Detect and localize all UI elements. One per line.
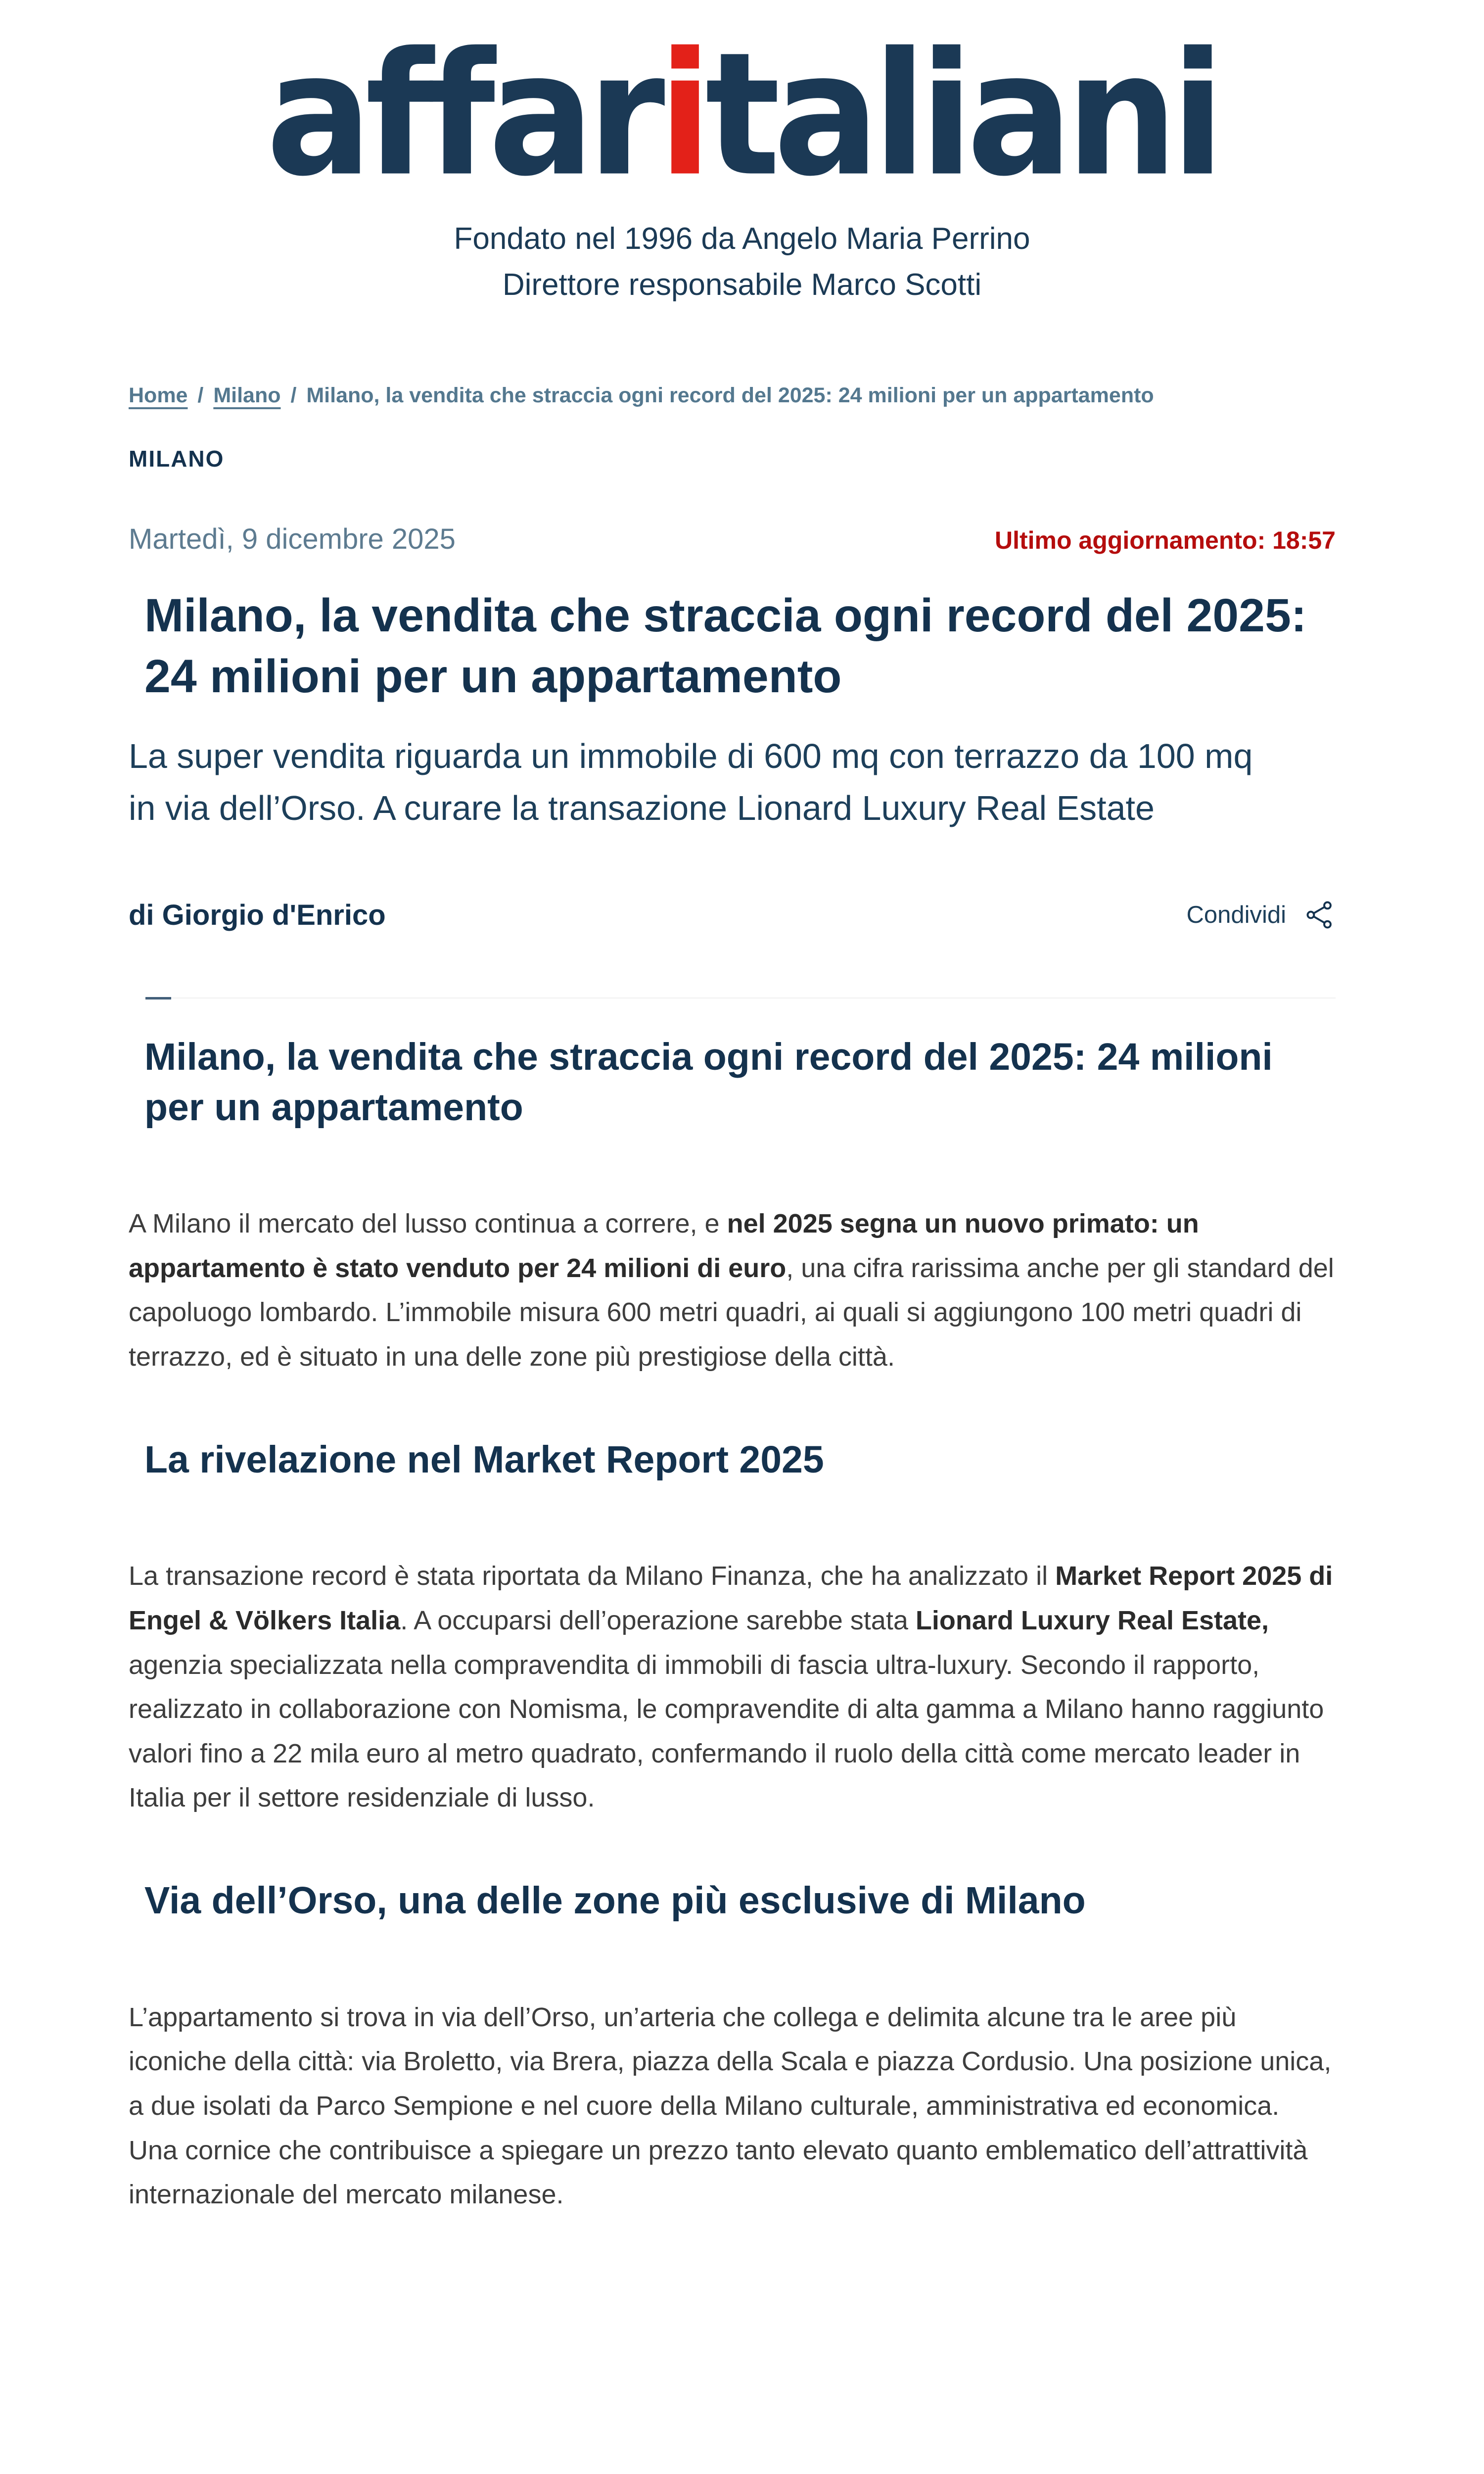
breadcrumb-separator: / — [197, 383, 204, 407]
site-tagline — [0, 216, 1484, 308]
article-date: Martedì, 9 dicembre 2025 — [129, 523, 456, 555]
article-body — [129, 1032, 1336, 2217]
paragraph-record: A Milano il mercato del lusso continua a correre, e nel 2025 segna un nuovo primato: un appartamento è stato venduto per 24 milioni di euro, una cifra rarissima anche per gli standard del capoluogo lombardo. L’immobile misura 600 metri quadri, ai quali si aggiungono 100 metri quadri di terrazzo, ed è situato in una delle zone più prestigiose della città. — [129, 1209, 1334, 1372]
logo-text-suffix: taliani — [705, 15, 1218, 214]
date-row — [129, 523, 1336, 556]
share-button[interactable] — [1186, 900, 1336, 930]
body-heading-via-dell-orso: Via dell’Orso, una delle zone più esclusive di Milano — [144, 1879, 1086, 1922]
tagline-founded: Fondato nel 1996 da Angelo Maria Perrino — [454, 222, 1030, 256]
breadcrumb-home-link[interactable]: Home — [129, 383, 188, 407]
body-heading-record: Milano, la vendita che straccia ogni record del 2025: 24 milioni per un appartamento — [144, 1035, 1273, 1129]
article-standfirst: La super vendita riguarda un immobile di 600 mq con terrazzo da 100 mq in via dell’Orso. A curare la transazione Lionard Luxury Real Estate — [129, 736, 1253, 827]
category-label: MILANO — [129, 445, 225, 472]
breadcrumb-current-page: Milano, la vendita che straccia ogni record del 2025: 24 milioni per un appartamento — [306, 383, 1154, 407]
article-page — [129, 382, 1336, 2217]
paragraph-via-dell-orso: L’appartamento si trova in via dell’Orso, un’arteria che collega e delimita alcune tra le aree più iconiche della città: via Broletto, via Brera, piazza della Scala e piazza Cordusio. Una posizione unica, a due isolati da Parco Sempione e nel cuore della Milano culturale, amministrativa ed economica. Una cornice che contribuisce a spiegare un prezzo tanto elevato quanto emblematico dell’attrattività internazionale del mercato milanese. — [129, 2002, 1332, 2210]
logo-accent-i: i — [658, 15, 705, 214]
article-title: Milano, la vendita che straccia ogni record del 2025: 24 milioni per un appartamento — [144, 589, 1307, 703]
author-byline: di Giorgio d'Enrico — [129, 899, 386, 931]
share-label: Condividi — [1186, 902, 1286, 929]
share-nodes-icon — [1305, 900, 1336, 930]
tagline-director: Direttore responsabile Marco Scotti — [502, 268, 982, 302]
paragraph-market-report: La transazione record è stata riportata da Milano Finanza, che ha analizzato il Market Report 2025 di Engel & Völkers Italia. A occuparsi dell’operazione sarebbe stata Lionard Luxury Real Estate, agenzia specializzata nella compravendita di immobili di fascia ultra-luxury. Secondo il rapporto, realizzato in collaborazione con Nomisma, le compravendite di alta gamma a Milano hanno raggiunto valori fino a 22 mila euro al metro quadrato, confermando il ruolo della città come mercato leader in Italia per il settore residenziale di lusso. — [129, 1561, 1333, 1813]
breadcrumb — [129, 382, 1336, 410]
article-divider — [129, 997, 1336, 999]
last-update-badge: Ultimo aggiornamento: 18:57 — [995, 526, 1336, 554]
breadcrumb-section-link[interactable]: Milano — [213, 383, 281, 407]
logo-text-prefix: affar — [266, 15, 658, 214]
byline-row — [129, 899, 1336, 932]
site-header — [0, 0, 1484, 308]
breadcrumb-separator: / — [290, 383, 297, 407]
site-logo[interactable] — [266, 15, 1218, 214]
body-heading-market-report: La rivelazione nel Market Report 2025 — [144, 1438, 824, 1481]
